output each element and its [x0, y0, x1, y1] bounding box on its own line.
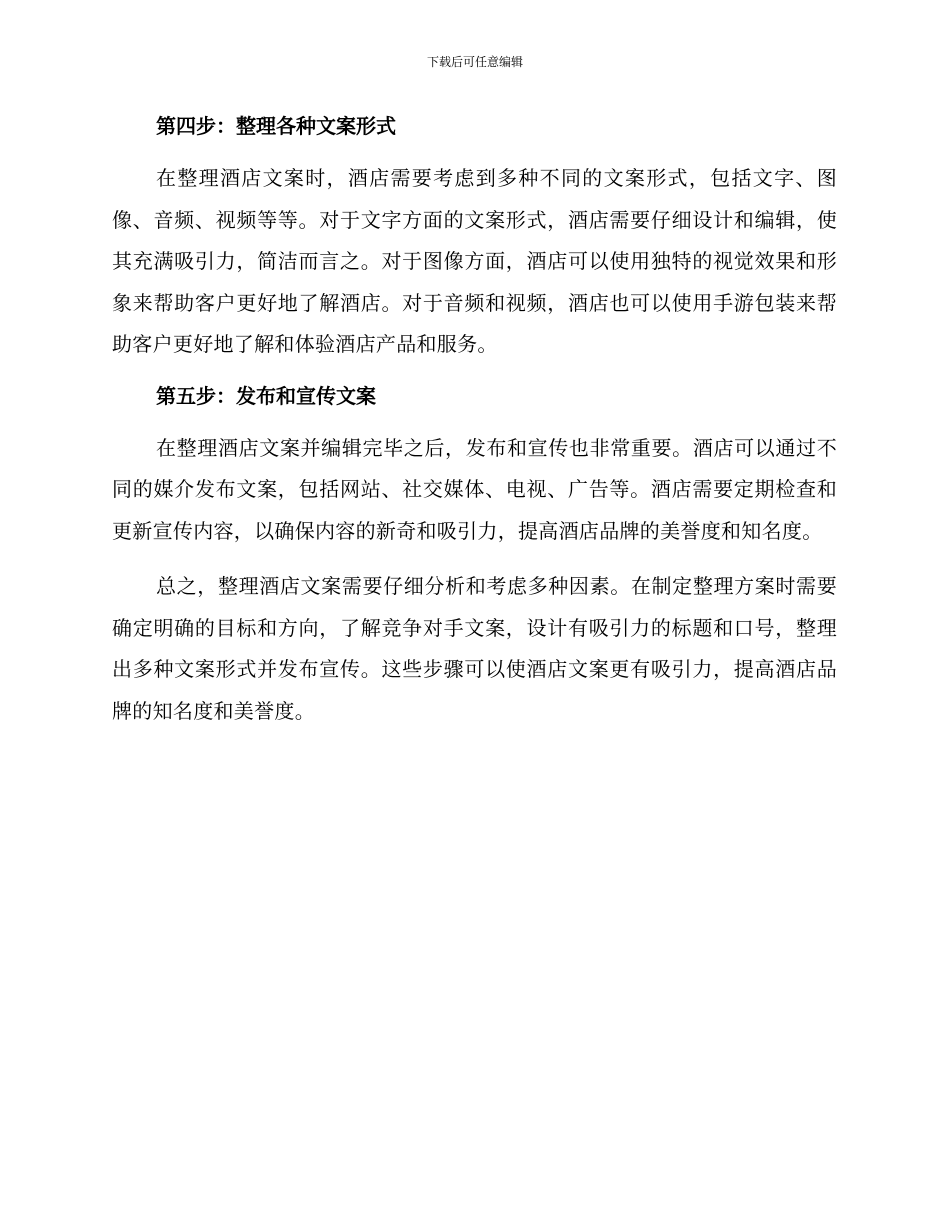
page-header: 下载后可任意编辑 — [426, 55, 523, 69]
paragraph-step-five: 在整理酒店文案并编辑完毕之后，发布和宣传也非常重要。酒店可以通过不同的媒介发布文案，包括网站、社交媒体、电视、广告等。酒店需要定期检查和更新宣传内容，以确保内容的新奇和吸引力，提高酒店品牌的美誉度和知名度。 — [112, 435, 837, 543]
document-body — [112, 110, 837, 746]
section-heading-step-four: 第四步：整理各种文案形式 — [156, 114, 396, 138]
section-heading-step-five: 第五步：发布和宣传文案 — [156, 383, 376, 408]
paragraph-step-four: 在整理酒店文案时，酒店需要考虑到多种不同的文案形式，包括文字、图像、音频、视频等等。对于文字方面的文案形式，酒店需要仔细设计和编辑，使其充满吸引力，简洁而言之。对于图像方面，酒店可以使用独特的视觉效果和形象来帮助客户更好地了解酒店。对于音频和视频，酒店也可以使用手游包装来帮助客户更好地了解和体验酒店产品和服务。 — [112, 166, 837, 356]
paragraph-conclusion: 总之，整理酒店文案需要仔细分析和考虑多种因素。在制定整理方案时需要确定明确的目标和方向，了解竞争对手文案，设计有吸引力的标题和口号，整理出多种文案形式并发布宣传。这些步骤可以使酒店文案更有吸引力，提高酒店品牌的知名度和美誉度。 — [112, 574, 837, 723]
